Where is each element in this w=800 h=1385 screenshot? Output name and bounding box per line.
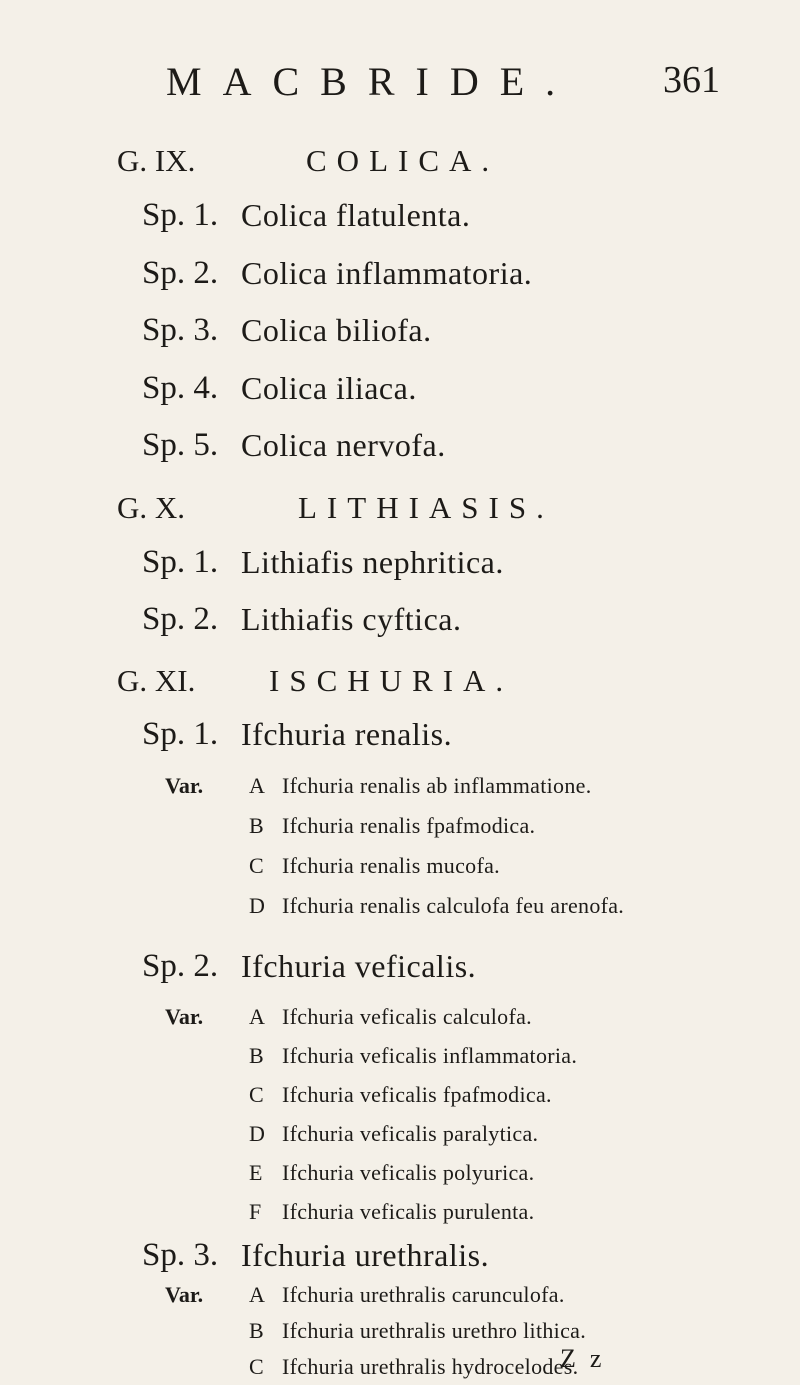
species-label: Sp. 2. xyxy=(142,948,219,984)
variety-letter: E xyxy=(249,1160,263,1185)
variety-letter: C xyxy=(249,1082,264,1107)
species-label: Sp. 1. xyxy=(142,716,219,752)
species-name: Colica iliaca. xyxy=(241,370,417,406)
genus-label: G. X. xyxy=(117,490,186,525)
variety-label: Var. xyxy=(165,1004,204,1029)
variety-name: Ifchuria veficalis inflammatoria. xyxy=(282,1043,578,1068)
species-name: Ifchuria veficalis. xyxy=(241,948,477,984)
variety-name: Ifchuria renalis calculofa feu arenofa. xyxy=(282,893,625,918)
running-title: MACBRIDE. xyxy=(166,59,577,104)
species-name: Ifchuria urethralis. xyxy=(241,1237,490,1273)
variety-name: Ifchuria veficalis fpafmodica. xyxy=(282,1082,552,1107)
variety-label: Var. xyxy=(165,1282,204,1307)
species-name: Lithiafis nephritica. xyxy=(241,544,504,580)
genus-label: G. XI. xyxy=(117,663,196,698)
species-name: Colica inflammatoria. xyxy=(241,255,533,291)
variety-letter: A xyxy=(249,1282,265,1307)
variety-letter: C xyxy=(249,1354,264,1379)
species-label: Sp. 3. xyxy=(142,312,219,348)
variety-name: Ifchuria urethralis urethro lithica. xyxy=(282,1318,587,1343)
species-label: Sp. 2. xyxy=(142,255,219,291)
species-label: Sp. 2. xyxy=(142,601,219,637)
variety-letter: D xyxy=(249,893,265,918)
species-label: Sp. 1. xyxy=(142,197,219,233)
species-label: Sp. 3. xyxy=(142,1237,219,1273)
species-label: Sp. 1. xyxy=(142,544,219,580)
genus-name: COLICA. xyxy=(306,143,500,178)
species-name: Colica nervofa. xyxy=(241,427,446,463)
species-label: Sp. 5. xyxy=(142,427,219,463)
signature-mark: Zz xyxy=(560,1344,616,1373)
variety-letter: B xyxy=(249,813,264,838)
variety-name: Ifchuria renalis fpafmodica. xyxy=(282,813,536,838)
variety-name: Ifchuria renalis mucofa. xyxy=(282,853,500,878)
variety-name: Ifchuria urethralis carunculofa. xyxy=(282,1282,565,1307)
variety-name: Ifchuria veficalis paralytica. xyxy=(282,1121,539,1146)
genus-name: LITHIASIS. xyxy=(298,490,554,525)
variety-label: Var. xyxy=(165,773,204,798)
page-number: 361 xyxy=(663,59,720,101)
genus-name: ISCHURIA. xyxy=(269,663,514,698)
species-name: Ifchuria renalis. xyxy=(241,716,453,752)
variety-letter: A xyxy=(249,1004,265,1029)
species-name: Colica flatulenta. xyxy=(241,197,471,233)
variety-name: Ifchuria urethralis hydrocelodes. xyxy=(282,1354,579,1379)
variety-name: Ifchuria veficalis calculofa. xyxy=(282,1004,532,1029)
species-name: Lithiafis cyftica. xyxy=(241,601,462,637)
species-name: Colica biliofa. xyxy=(241,312,432,348)
species-label: Sp. 4. xyxy=(142,370,219,406)
variety-letter: C xyxy=(249,853,264,878)
genus-label: G. IX. xyxy=(117,143,196,178)
variety-name: Ifchuria renalis ab inflammatione. xyxy=(282,773,592,798)
variety-letter: B xyxy=(249,1318,264,1343)
variety-name: Ifchuria veficalis purulenta. xyxy=(282,1199,535,1224)
variety-letter: D xyxy=(249,1121,265,1146)
variety-letter: B xyxy=(249,1043,264,1068)
variety-letter: F xyxy=(249,1199,262,1224)
variety-name: Ifchuria veficalis polyurica. xyxy=(282,1160,535,1185)
variety-letter: A xyxy=(249,773,265,798)
